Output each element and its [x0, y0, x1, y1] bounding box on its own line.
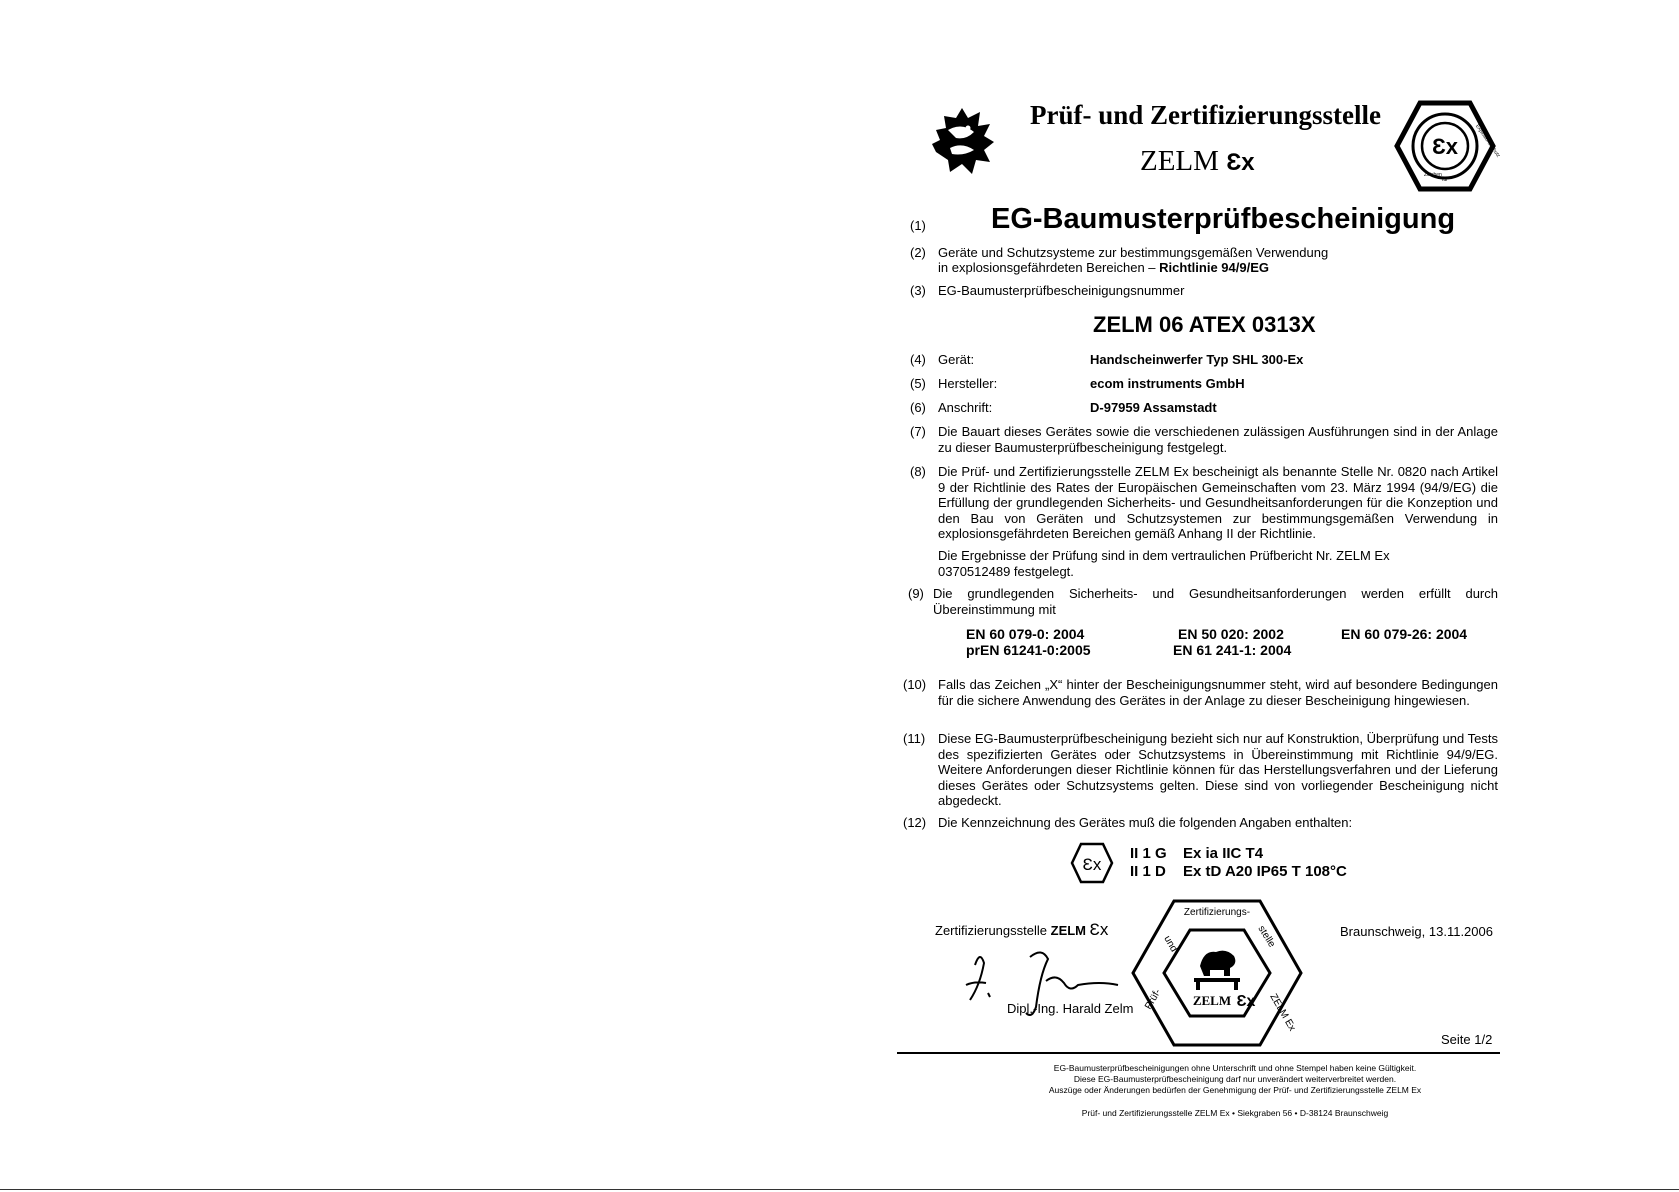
stamp-center-mark: Ɛx: [1236, 993, 1256, 1010]
footer-address: Prüf- und Zertifizierungsstelle ZELM Ex • Siekgraben 56 • D-38124 Braunschweig: [1081, 1108, 1389, 1118]
stamp-right-bottom-text: ZELM Ex: [1267, 992, 1298, 1034]
stamp-left-bottom-text: Prüf-: [1143, 987, 1164, 1012]
ex-marking-hexagon-icon: [1070, 842, 1114, 884]
lion-emblem-icon: [922, 100, 1002, 180]
signature-authority: Zertifizierungsstelle ZELM Ɛx: [935, 920, 1109, 939]
seal-ring-right: Explosionsschutz: [1474, 123, 1502, 159]
seal-ring-left: Zeichen: [1424, 172, 1442, 178]
footer-divider: [897, 1052, 1500, 1054]
page-number: Seite 1/2: [1441, 1032, 1493, 1047]
item-8-text: Die Prüf- und Zertifizierungsstelle ZELM Ex bescheinigt als benannte Stelle Nr. 0820 nach Artikel 9 der Richtlinie des Rates der Europäischen Gemeinschaften vom 23. März 1994 (94/9/EG) die Erfüllung der grundlegenden Sicherheits- und Gesundheitsanforderungen für die Konzeption und den Bau von Geräten und Schutzsystemen zur bestimmungsgemäßen Verwendung in explosionsgefährdeten Bereichen gemäß Anhang II der Richtlinie.: [938, 464, 1498, 541]
item-number-8: (8): [910, 464, 926, 479]
page-bottom-edge: [0, 1189, 1679, 1190]
footer-line-1: EG-Baumusterprüfbescheinigungen ohne Unterschrift und ohne Stempel haben keine Gültigkeit.: [1053, 1063, 1417, 1073]
standard-en50020: EN 50 020: 2002: [1178, 626, 1284, 642]
item-11-text: Diese EG-Baumusterprüfbescheinigung bezieht sich nur auf Konstruktion, Überprüfung und Tests des spezifizierten Gerätes oder Schutzsystems in Übereinstimmung mit Richtlinie 94/9/EG. Weitere Anforderungen dieser Richtlinie können für das Herstellungsverfahren und der Lieferung dieses Gerätes oder Schutzsystems gelten. Diese sind von vorliegender Bescheinigung nicht abgedeckt.: [938, 731, 1498, 808]
stamp-center-text: ZELM: [1192, 993, 1232, 1008]
item-number-2: (2): [910, 245, 926, 260]
signer-name: Dipl.-Ing. Harald Zelm: [1007, 1001, 1134, 1016]
certificate-number: ZELM 06 ATEX 0313X: [1093, 312, 1316, 337]
item-8-results: Die Ergebnisse der Prüfung sind in dem vertraulichen Prüfbericht Nr. ZELM Ex 0370512489 festgelegt.: [938, 548, 1390, 579]
footer-line-2: Diese EG-Baumusterprüfbescheinigung darf nur unverändert weiterverbreitet werden.: [1073, 1074, 1397, 1084]
item-2-line1: Geräte und Schutzsysteme zur bestimmungsgemäßen Verwendung: [938, 245, 1329, 260]
footer-line-3: Auszüge oder Änderungen bedürfen der Genehmigung der Prüf- und Zertifizierungsstelle ZELM Ex: [1048, 1085, 1422, 1095]
item-number-12: (12): [903, 815, 927, 830]
item-number-6: (6): [910, 400, 926, 415]
label-manufacturer: Hersteller:: [938, 376, 998, 391]
standard-pren61241-0: prEN 61241-0:2005: [966, 642, 1091, 658]
item-2-line2: in explosionsgefährdeten Bereichen – Richtlinie 94/9/EG: [938, 260, 1269, 275]
stamp-right-top-text: stelle: [1255, 923, 1278, 950]
item-number-11: (11): [903, 731, 926, 746]
item-number-1: (1): [910, 218, 926, 233]
item-number-3: (3): [910, 283, 926, 298]
stamp-top-text: Zertifizierungs-: [1183, 907, 1251, 918]
label-address: Anschrift:: [938, 400, 993, 415]
header-zelm: ZELM Ɛx: [1140, 145, 1255, 177]
value-manufacturer: ecom instruments GmbH: [1090, 376, 1245, 391]
svg-text:Ɛx: Ɛx: [1082, 855, 1102, 874]
item-number-10: (10): [903, 677, 927, 692]
marking-dust-code: Ex tD A20 IP65 T 108°C: [1183, 863, 1347, 880]
value-address: D-97959 Assamstadt: [1090, 400, 1217, 415]
standard-en60079-0: EN 60 079-0: 2004: [966, 626, 1085, 642]
item-number-7: (7): [910, 424, 926, 439]
stamp-left-top-text: und: [1161, 934, 1180, 954]
place-date: Braunschweig, 13.11.2006: [1340, 924, 1493, 939]
label-device: Gerät:: [938, 352, 975, 367]
seal-ex-mark: Ɛx: [1431, 134, 1459, 159]
item-12-text: Die Kennzeichnung des Gerätes muß die folgenden Angaben enthalten:: [938, 815, 1353, 830]
ex-hexagon-seal-icon: [1394, 100, 1502, 192]
item-7-text: Die Bauart dieses Gerätes sowie die verschiedenen zulässigen Ausführungen sind in der Anlage zu dieser Baumusterprüfbescheinigung festgelegt.: [938, 424, 1498, 455]
value-device: Handscheinwerfer Typ SHL 300-Ex: [1090, 352, 1304, 367]
document-title: EG-Baumusterprüfbescheinigung: [991, 203, 1456, 235]
item-10-text: Falls das Zeichen „X“ hinter der Bescheinigungsnummer steht, wird auf besondere Bedingungen für die sichere Anwendung des Gerätes in der Anlage zu dieser Bescheinigung hingewiesen.: [938, 677, 1498, 708]
seal-ring-mid: für: [1442, 177, 1448, 183]
item-number-5: (5): [910, 376, 926, 391]
header-title: Prüf- und Zertifizierungsstelle: [1030, 100, 1381, 130]
zelm-certification-stamp-icon: [1130, 898, 1304, 1048]
marking-dust-group: II 1 D: [1130, 863, 1166, 880]
standard-en61241-1: EN 61 241-1: 2004: [1173, 642, 1292, 658]
item-number-9: (9): [908, 586, 924, 601]
marking-gas-code: Ex ia IIC T4: [1183, 845, 1264, 862]
standard-en60079-26: EN 60 079-26: 2004: [1341, 626, 1468, 642]
item-number-4: (4): [910, 352, 926, 367]
item-3-text: EG-Baumusterprüfbescheinigungsnummer: [938, 283, 1185, 298]
item-9-text: Die grundlegenden Sicherheits- und Gesundheitsanforderungen werden erfüllt durch Übereinstimmung mit: [933, 586, 1498, 617]
marking-gas-group: II 1 G: [1130, 845, 1167, 862]
